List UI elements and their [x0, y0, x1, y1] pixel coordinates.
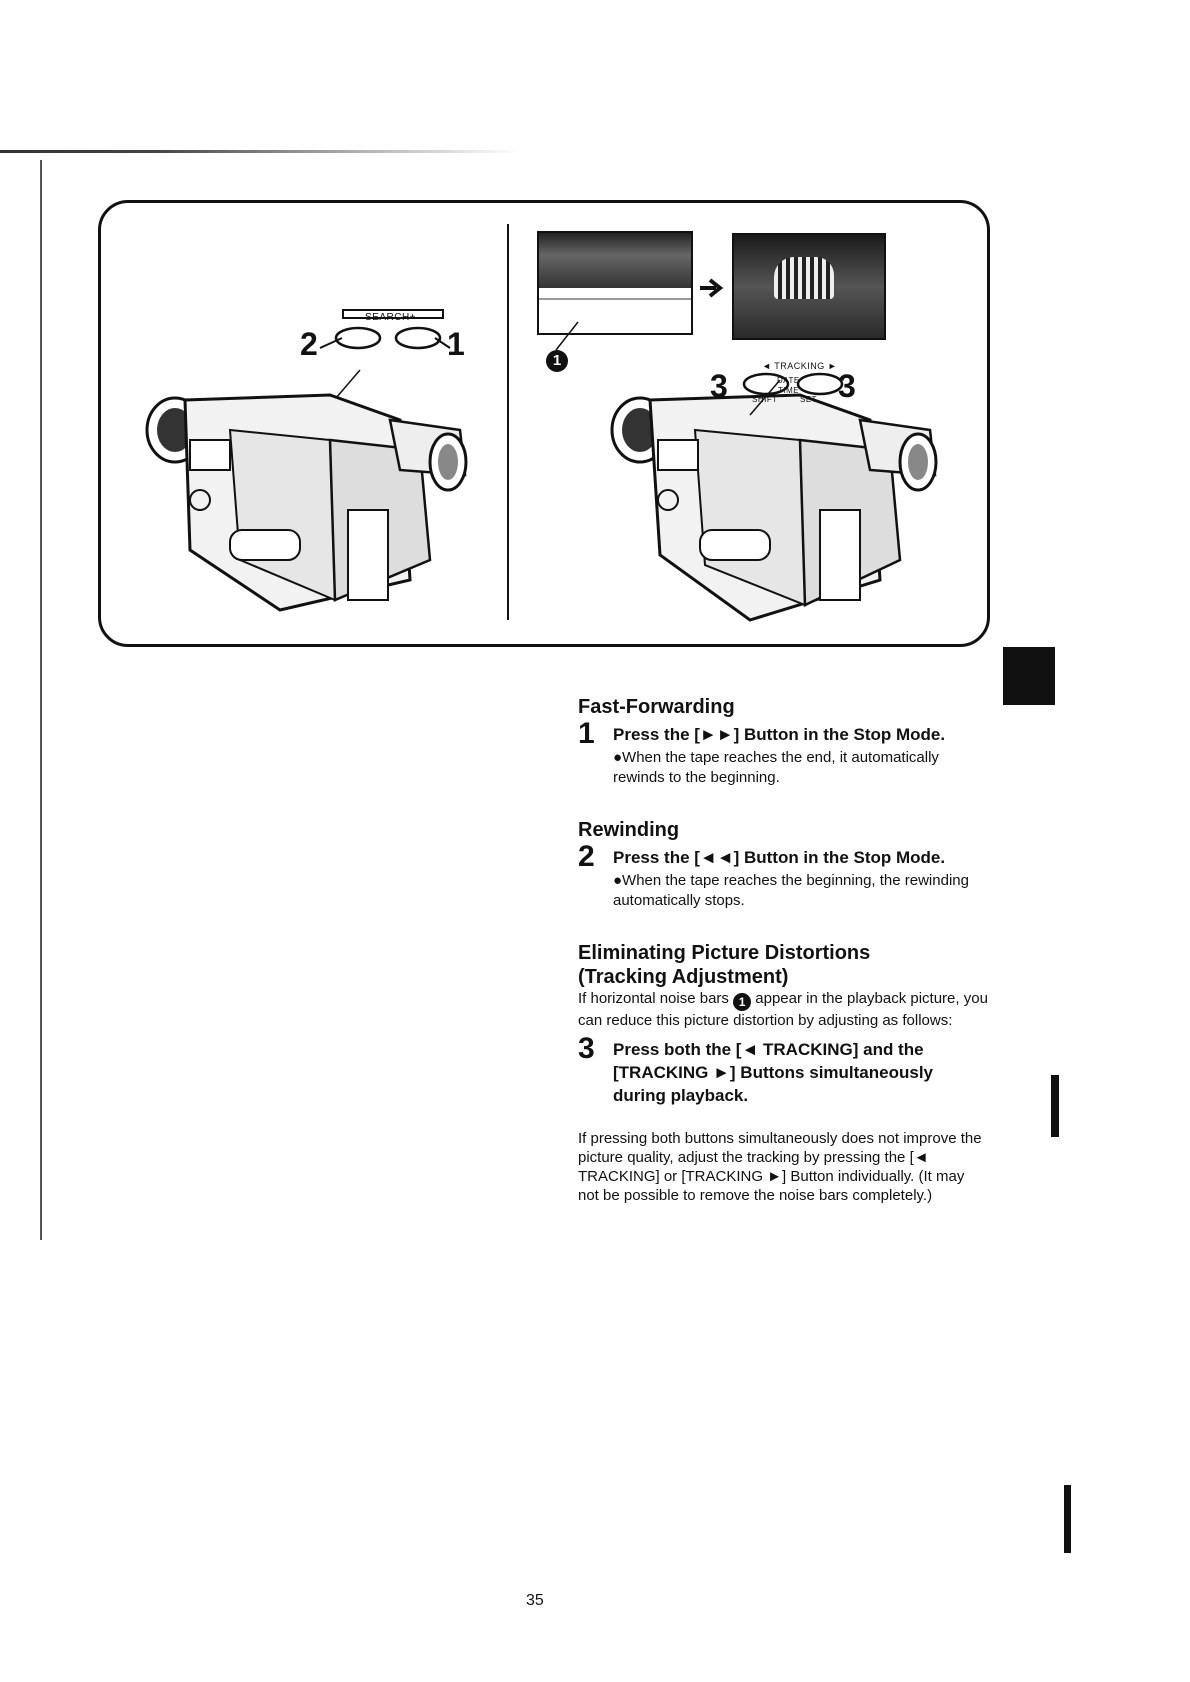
page-number: 35	[526, 1592, 544, 1609]
camcorder-tracking-illustration	[600, 380, 960, 630]
intro-text: appear in the playback picture, you can reduce this picture distortion by adjusting as follows:	[578, 990, 988, 1029]
step-instruction: Press the [◄◄] Button in the Stop Mode.	[613, 848, 946, 867]
clear-playback-frame	[732, 233, 886, 340]
step-note: ●When the tape reaches the beginning, the rewinding automatically stops.	[613, 872, 969, 909]
step-number: 2	[578, 840, 595, 873]
step-note: ●When the tape reaches the end, it automatically rewinds to the beginning.	[613, 749, 939, 786]
tracking-heading	[578, 941, 988, 989]
callout-tracking-left: 3	[710, 368, 728, 404]
step-number: 1	[578, 717, 595, 750]
noise-bar-marker: 1	[546, 350, 568, 372]
edge-mark	[1064, 1485, 1071, 1553]
tracking-heading-line2: (Tracking Adjustment)	[578, 966, 789, 988]
section-tab-marker	[1003, 647, 1055, 705]
rewind-step	[578, 840, 988, 911]
left-margin-rule	[40, 160, 42, 1240]
step-number: 3	[578, 1032, 595, 1065]
instructions-column	[578, 695, 988, 1205]
tracking-label: ◄ TRACKING ►	[762, 361, 838, 371]
search-label: SEARCH+	[365, 312, 417, 323]
rewinding-heading: Rewinding	[578, 819, 680, 841]
step-instruction: Press both the [◄ TRACKING] and the [TRACKING ►] Buttons simultaneously during playback.	[613, 1040, 933, 1105]
tracking-intro	[578, 989, 988, 1030]
arrow-right-icon	[698, 276, 728, 300]
callout-rewind-button: 2	[300, 326, 318, 362]
tracking-step	[578, 1032, 988, 1107]
set-label: SET	[800, 395, 818, 404]
date-label: DATE	[777, 376, 800, 385]
shift-label: SHIFT	[752, 395, 778, 404]
noise-bar-marker-inline: 1	[733, 993, 751, 1011]
intro-text: If horizontal noise bars	[578, 990, 729, 1007]
tracking-note: If pressing both buttons simultaneously does not improve the picture quality, adjust the tracking by pressing the [◄ TRACKING] or [TRACKING ►] Button individually. (It may not be possible to remove the noise bars completely.)	[578, 1130, 982, 1204]
illustration-divider	[507, 224, 509, 620]
step-instruction: Press the [►►] Button in the Stop Mode.	[613, 725, 946, 744]
callout-ff-button: 1	[447, 326, 465, 362]
fast-forwarding-heading: Fast-Forwarding	[578, 696, 735, 718]
callout-tracking-right: 3	[838, 368, 856, 404]
scan-artifact-line	[0, 150, 520, 153]
time-label: TIME	[778, 386, 800, 395]
fast-forward-step	[578, 717, 988, 788]
tracking-heading-line1: Eliminating Picture Distortions	[578, 942, 871, 964]
edge-mark	[1051, 1075, 1059, 1137]
